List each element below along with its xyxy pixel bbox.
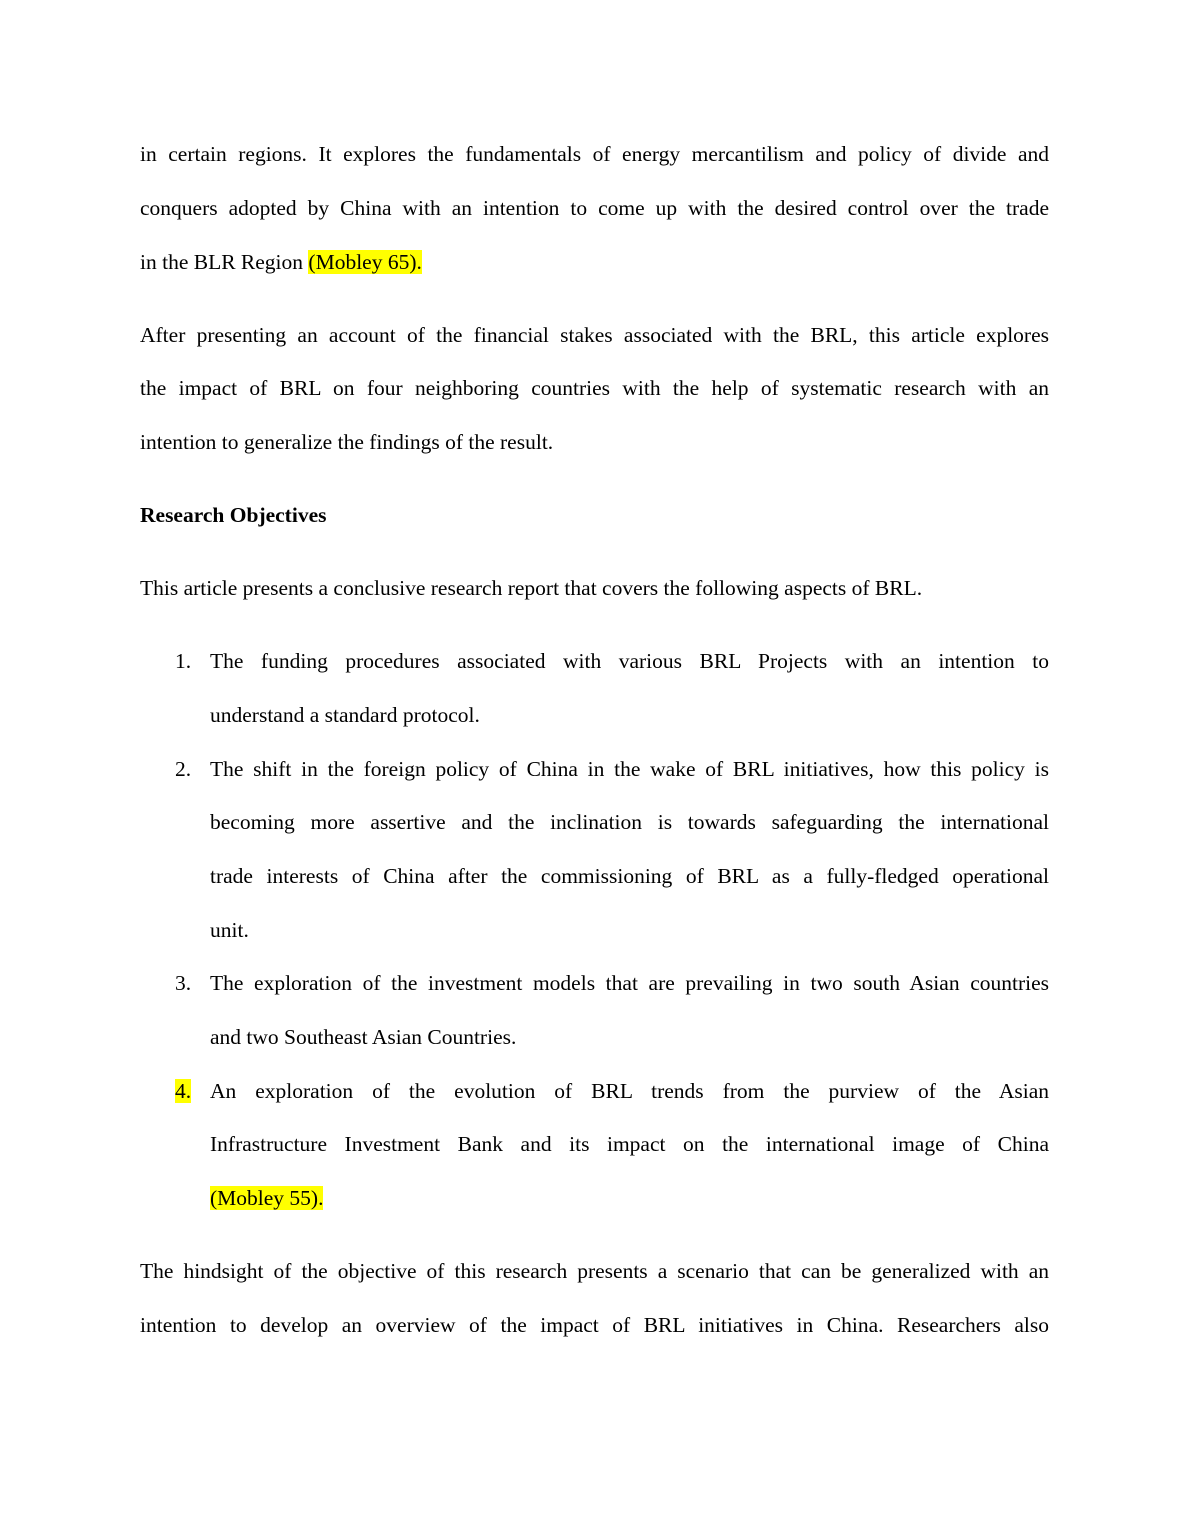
list-item-1-line-2: understand a standard protocol.	[210, 703, 480, 727]
list-item-2-line-4: unit.	[210, 918, 249, 942]
list-item-2-line-1: The shift in the foreign policy of China in the wake of BRL initiatives, how this policy is	[210, 757, 1049, 781]
paragraph-1-line-1: in certain regions. It explores the fundamentals of energy mercantilism and policy of divide and	[140, 142, 1049, 166]
section-heading: Research Objectives	[140, 503, 327, 527]
paragraph-3: This article presents a conclusive research report that covers the following aspects of BRL.	[140, 576, 923, 600]
list-item-3-line-2: and two Southeast Asian Countries.	[210, 1025, 517, 1049]
list-number-3: 3.	[175, 971, 192, 995]
paragraph-4-line-2: intention to develop an overview of the impact of BRL initiatives in China. Researchers also	[140, 1313, 1049, 1337]
list-number-1: 1.	[175, 649, 192, 673]
list-item-2-line-2: becoming more assertive and the inclination is towards safeguarding the international	[210, 810, 1049, 834]
list-number-2: 2.	[175, 757, 192, 781]
citation-highlight: (Mobley 65).	[308, 250, 422, 274]
list-item-4-line-3	[210, 1184, 1049, 1212]
list-item-4-line-1: An exploration of the evolution of BRL trends from the purview of the Asian	[210, 1079, 1049, 1103]
paragraph-2-line-1: After presenting an account of the financial stakes associated with the BRL, this article explores	[140, 323, 1049, 347]
list-number-4	[175, 1077, 191, 1105]
paragraph-1-line-3	[140, 248, 1049, 276]
paragraph-1-text: in the BLR Region	[140, 250, 309, 274]
paragraph-2-line-3: intention to generalize the findings of the result.	[140, 430, 554, 454]
paragraph-1-line-2: conquers adopted by China with an intention to come up with the desired control over the trade	[140, 196, 1049, 220]
list-item-4-line-2: Infrastructure Investment Bank and its impact on the international image of China	[210, 1132, 1049, 1156]
list-number-4-highlight: 4.	[175, 1079, 192, 1103]
citation-highlight: (Mobley 55).	[210, 1186, 324, 1210]
list-item-3-line-1: The exploration of the investment models that are prevailing in two south Asian countries	[210, 971, 1049, 995]
paragraph-2-line-2: the impact of BRL on four neighboring countries with the help of systematic research with an	[140, 376, 1049, 400]
list-item-2-line-3: trade interests of China after the commissioning of BRL as a fully-fledged operational	[210, 864, 1049, 888]
list-item-1-line-1: The funding procedures associated with various BRL Projects with an intention to	[210, 649, 1049, 673]
paragraph-4-line-1: The hindsight of the objective of this research presents a scenario that can be generalized with an	[140, 1259, 1049, 1283]
